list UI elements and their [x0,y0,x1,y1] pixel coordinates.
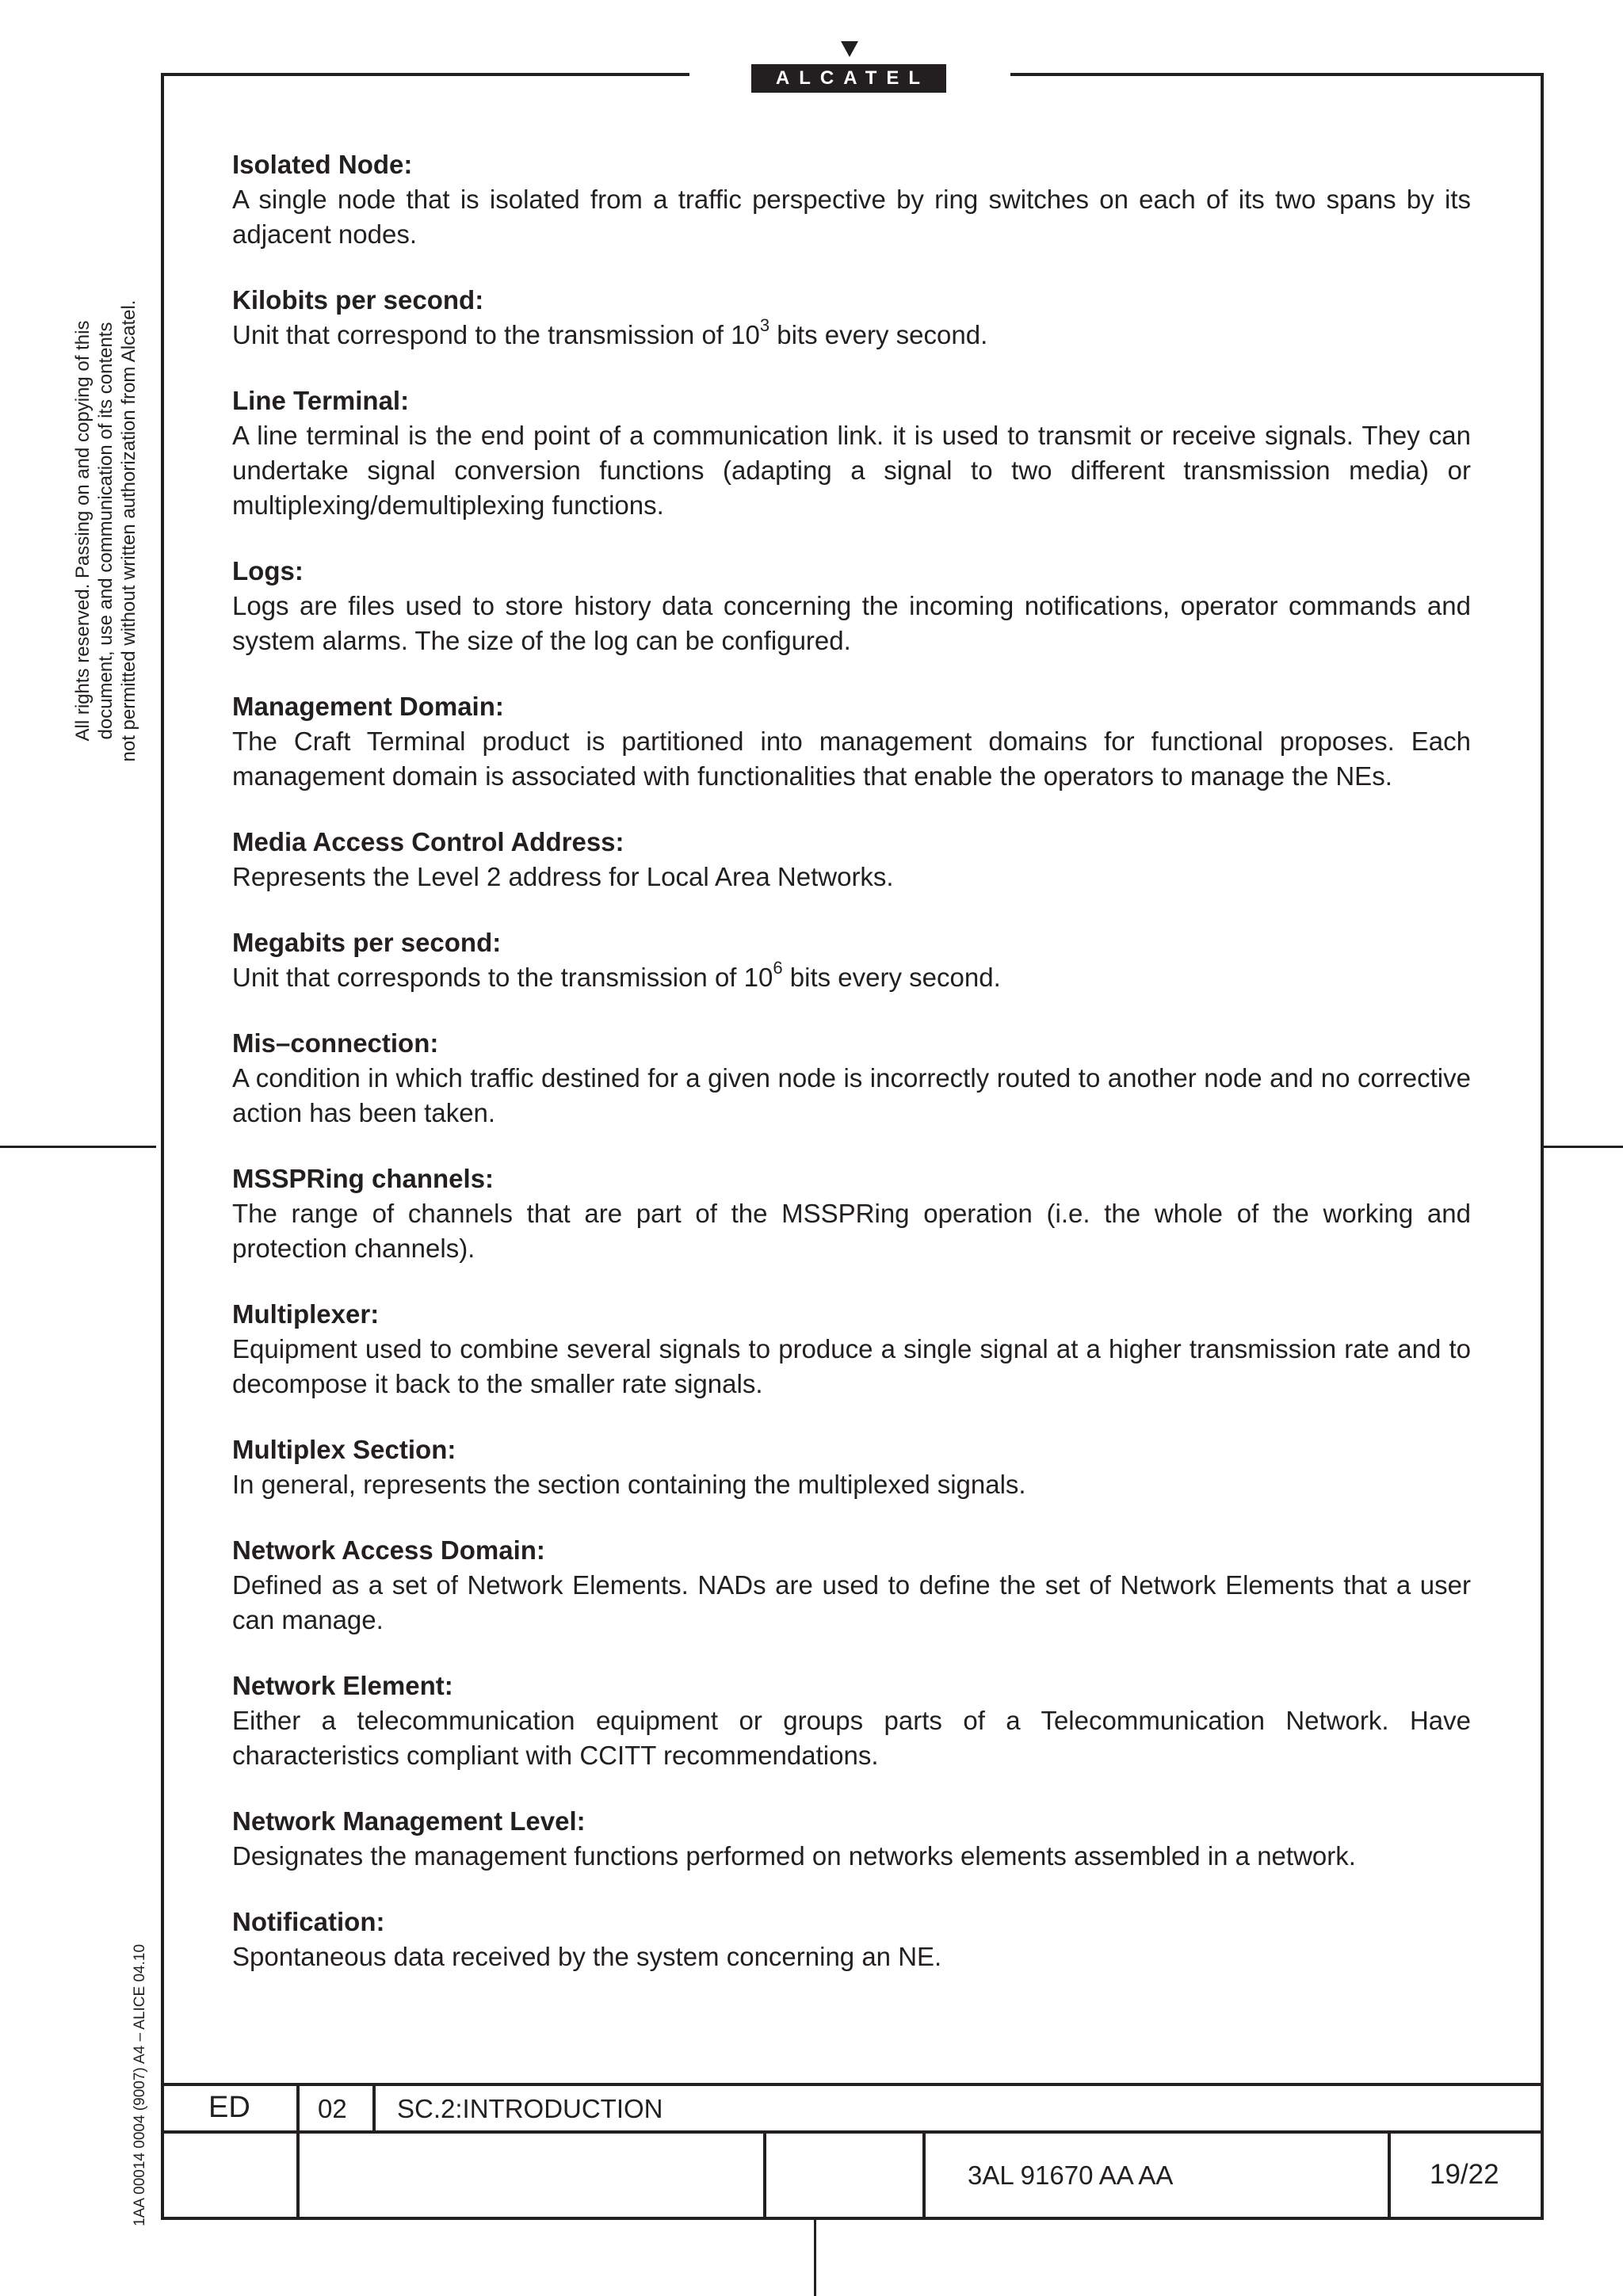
title-block [161,2083,1544,2220]
glossary-entry [232,689,1471,794]
glossary-term: Network Element: [232,1671,453,1700]
definition-text: Unit that correspond to the transmission of 10 [232,320,760,349]
title-block-divider [372,2083,376,2132]
copyright-line: All rights reserved. Passing on and copying of this [72,320,94,742]
glossary-term: Kilobits per second: [232,285,484,315]
title-block-divider [922,2130,926,2220]
glossary-term: Multiplex Section: [232,1435,456,1464]
definition-text: bits every second. [782,963,1001,992]
glossary-entry [232,825,1471,894]
glossary-term: Logs: [232,556,304,585]
glossary-entry [232,383,1471,523]
glossary-entry [232,1297,1471,1402]
glossary-entry [232,283,1471,353]
glossary-definition: Represents the Level 2 address for Local Area Networks. [232,862,894,891]
copyright-notice [71,269,140,792]
form-code: 1AA 00014 0004 (9007) A4 – ALICE 04.10 [132,1943,148,2226]
glossary-term: Network Management Level: [232,1806,586,1836]
glossary-definition: In general, represents the section containing the multiplexed signals. [232,1470,1026,1499]
page-number: 19/22 [1430,2159,1499,2190]
glossary-definition: The range of channels that are part of the MSSPRing operation (i.e. the whole of the working and protection channels). [232,1199,1471,1263]
alcatel-logo: ALCATEL [751,64,946,93]
glossary-term: Isolated Node: [232,150,413,179]
glossary-term: MSSPRing channels: [232,1164,495,1193]
glossary-entry [232,554,1471,658]
glossary-entry [232,147,1471,252]
section-title: SC.2:INTRODUCTION [397,2094,663,2123]
glossary-definition: Defined as a set of Network Elements. NADs are used to define the set of Network Elements that a user can manage. [232,1570,1471,1634]
glossary-definition [232,315,1471,353]
fold-mark-right [1544,1146,1623,1148]
glossary-term: Mis–connection: [232,1028,439,1058]
glossary-term: Media Access Control Address: [232,827,624,856]
glossary-term: Management Domain: [232,692,504,721]
glossary-term: Line Terminal: [232,386,410,415]
glossary-definition: Designates the management functions performed on networks elements assembled in a network. [232,1841,1356,1871]
glossary-term: Megabits per second: [232,928,502,957]
alcatel-arrow-icon [841,41,858,57]
glossary [232,147,1471,2005]
glossary-definition: A single node that is isolated from a traffic perspective by ring switches on each of its two spans by its adjacent nodes. [232,185,1471,249]
definition-text: Unit that corresponds to the transmission of 10 [232,963,773,992]
edition-label: ED [208,2091,250,2124]
exponent: 6 [773,958,783,978]
glossary-entry [232,1026,1471,1131]
fold-mark-left [0,1146,156,1148]
document-number: 3AL 91670 AA AA [968,2161,1174,2190]
glossary-definition: Logs are files used to store history data concerning the incoming notifications, operator commands and system alarms. The size of the log can be configured. [232,591,1471,655]
glossary-entry [232,1669,1471,1773]
title-block-mid-border [161,2130,1544,2134]
copyright-line: document, use and communication of its contents [95,322,116,740]
glossary-entry [232,1161,1471,1266]
title-block-top-border [161,2083,1544,2086]
glossary-term: Network Access Domain: [232,1535,545,1565]
glossary-entry [232,1905,1471,1974]
glossary-entry [232,1432,1471,1502]
fold-mark-bottom [814,2220,816,2296]
glossary-term: Notification: [232,1907,385,1936]
exponent: 3 [759,315,770,335]
glossary-definition: A line terminal is the end point of a communication link. it is used to transmit or receive signals. They can undertake signal conversion functions (adapting a signal to two different transmission media) or multiplexing/demultiplexing functions. [232,421,1471,520]
glossary-term: Multiplexer: [232,1299,380,1329]
glossary-definition: Equipment used to combine several signals to produce a single signal at a higher transmission rate and to decompose it back to the smaller rate signals. [232,1334,1471,1398]
glossary-entry [232,925,1471,995]
glossary-definition: Spontaneous data received by the system concerning an NE. [232,1942,942,1971]
glossary-definition: The Craft Terminal product is partitioned into management domains for functional proposes. Each management domain is associated with functionalities that enable the operators to manage the NEs. [232,727,1471,791]
edition-value: 02 [318,2094,347,2123]
definition-text: bits every second. [769,320,988,349]
title-block-divider [1388,2130,1391,2220]
copyright-line: not permitted without written authorization from Alcatel. [118,299,139,762]
title-block-divider [296,2083,300,2220]
glossary-definition: Either a telecommunication equipment or groups parts of a Telecommunication Network. Have characteristics compliant with CCITT recommendations. [232,1706,1471,1770]
glossary-definition [232,960,1471,995]
title-block-divider [763,2130,766,2220]
glossary-entry [232,1804,1471,1874]
glossary-entry [232,1533,1471,1638]
glossary-definition: A condition in which traffic destined for a given node is incorrectly routed to another node and no corrective action has been taken. [232,1063,1471,1127]
